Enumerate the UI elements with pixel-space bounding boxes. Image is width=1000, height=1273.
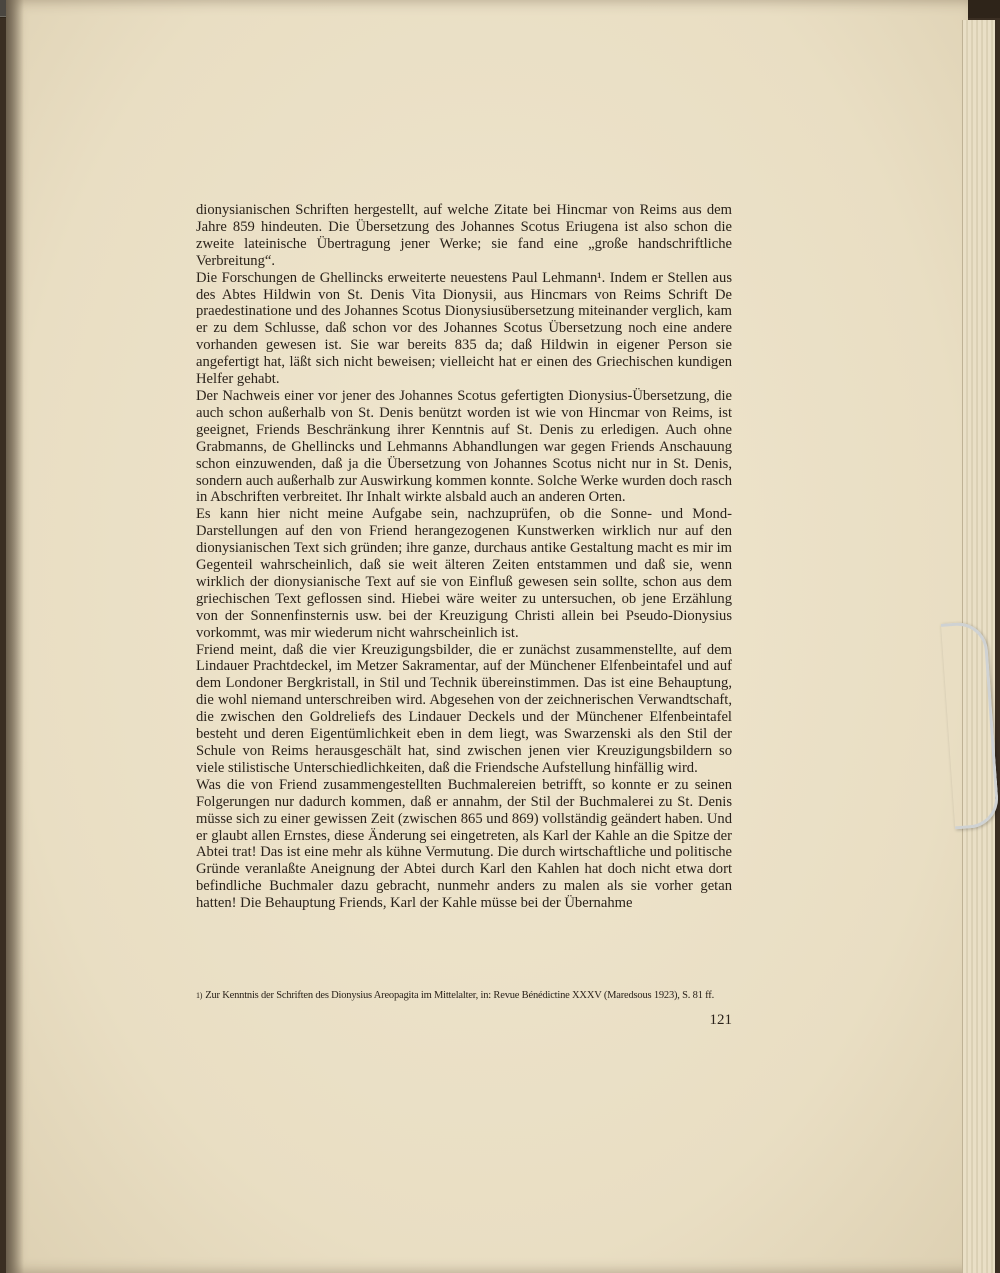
binding-shadow xyxy=(6,0,24,1273)
footnote xyxy=(196,990,732,1001)
paragraph-1: dionysianischen Schriften hergestellt, auf welche Zitate bei Hincmar von Reims aus dem Jahre 859 hindeuten. Die Übersetzung des Johannes Scotus Eriugena ist also schon die zweite lateinische Übertragung jener Werke; sie fand eine „große handschriftliche Verbreitung“. xyxy=(196,202,732,269)
paragraph-5: Friend meint, daß die vier Kreuzigungsbilder, die er zunächst zusammenstellte, auf dem Lindauer Prachtdeckel, im Metzer Sakramentar, auf der Münchener Elfenbeintafel und auf dem Londoner Bergkristall, in Stil und Technik übereinstimmen. Das ist eine Behauptung, die wohl niemand unterschreiben wird. Abgesehen von der zeichnerischen Verwandtschaft, die zwischen den Goldreliefs des Lindauer Deckels und der Münchener Elfenbeintafel besteht und deren Eigentümlichkeit eben in dem liegt, was Swarzenski als den Stil der Schule von Reims herausgeschält hat, sind zwischen jenen vier Kreuzigungsbildern so viele stilistische Unterschiedlichkeiten, daß die Friendsche Aufstellung hinfällig wird. xyxy=(196,641,732,776)
book-page xyxy=(6,0,968,1273)
footnote-mark: 1) xyxy=(196,991,203,1000)
body-text xyxy=(196,202,732,912)
paragraph-3: Der Nachweis einer vor jener des Johannes Scotus gefertigten Dionysius-Übersetzung, die auch schon außerhalb von St. Denis benützt worden ist wie von Hincmar von Reims, ist geeignet, Friends Beschränkung ihrer Kenntnis auf St. Denis zu erledigen. Auch ohne Grabmanns, de Ghellincks und Lehmanns Abhandlungen war gegen Friends Anschauung schon einzuwenden, daß ja die Übersetzung von Johannes Scotus nicht nur in St. Denis, sondern auch außerhalb zur Auswirkung kommen konnte. Solche Werke wurden doch rasch in Abschriften verbreitet. Ihr Inhalt wirkte alsbald auch an anderen Orten. xyxy=(196,387,732,506)
paragraph-4: Es kann hier nicht meine Aufgabe sein, nachzuprüfen, ob die Sonne- und Mond-Darstellungen auf den von Friend herangezogenen Kunstwerken wirklich nur auf den dionysianischen Text sich gründen; ihre ganze, durchaus antike Gestaltung macht es mir im Gegenteil wahrscheinlich, daß sie weit älteren Zeiten entstammen und daß sie, wenn wirklich der dionysianische Text auf sie von Einfluß gewesen sein sollte, schon aus dem griechischen Text geflossen sind. Hiebei wäre weiter zu untersuchen, ob jene Erzählung von der Sonnenfinsternis usw. bei der Kreuzigung Christi allein bei Pseudo-Dionysius vorkommt, was mir wiederum nicht wahrscheinlich ist. xyxy=(196,506,732,641)
footnote-text: Zur Kenntnis der Schriften des Dionysius Areopagita im Mittelalter, in: Revue Bénédictine XXXV (Maredsous 1923), S. 81 ff. xyxy=(205,990,715,1001)
paragraph-2: Die Forschungen de Ghellincks erweiterte neuestens Paul Lehmann¹. Indem er Stellen aus des Abtes Hildwin von St. Denis Vita Dionysii, aus Hincmars von Reims Schrift De praedestinatione und des Johannes Scotus Dionysiusübersetzung miteinander verglich, kam er zu dem Schlusse, daß schon vor des Johannes Scotus Übersetzung noch eine andere vorhanden gewesen ist. Sie war bereits 835 da; daß Hildwin in eigener Person sie angefertigt hat, läßt sich nicht beweisen; vielleicht hat er einen des Griechischen kundigen Helfer gehabt. xyxy=(196,269,732,388)
page-number: 121 xyxy=(709,1012,732,1028)
paragraph-6: Was die von Friend zusammengestellten Buchmalereien betrifft, so konnte er zu seinen Folgerungen nur dadurch kommen, daß er annahm, der Stil der Buchmalerei zu St. Denis müsse sich zu einer gewissen Zeit (zwischen 865 und 869) vollständig geändert haben. Und er glaubt allen Ernstes, diese Änderung sei eingetreten, als Karl der Kahle an die Spitze der Abtei trat! Das ist eine mehr als kühne Vermutung. Die durch wirtschaftliche und politische Gründe veranlaßte Aneignung der Abtei durch Karl den Kahlen hat doch nicht etwa dort befindliche Buchmaler dazu gebracht, nunmehr anders zu malen als sie vorher getan hatten! Die Behauptung Friends, Karl der Kahle müsse bei der Übernahme xyxy=(196,776,732,912)
